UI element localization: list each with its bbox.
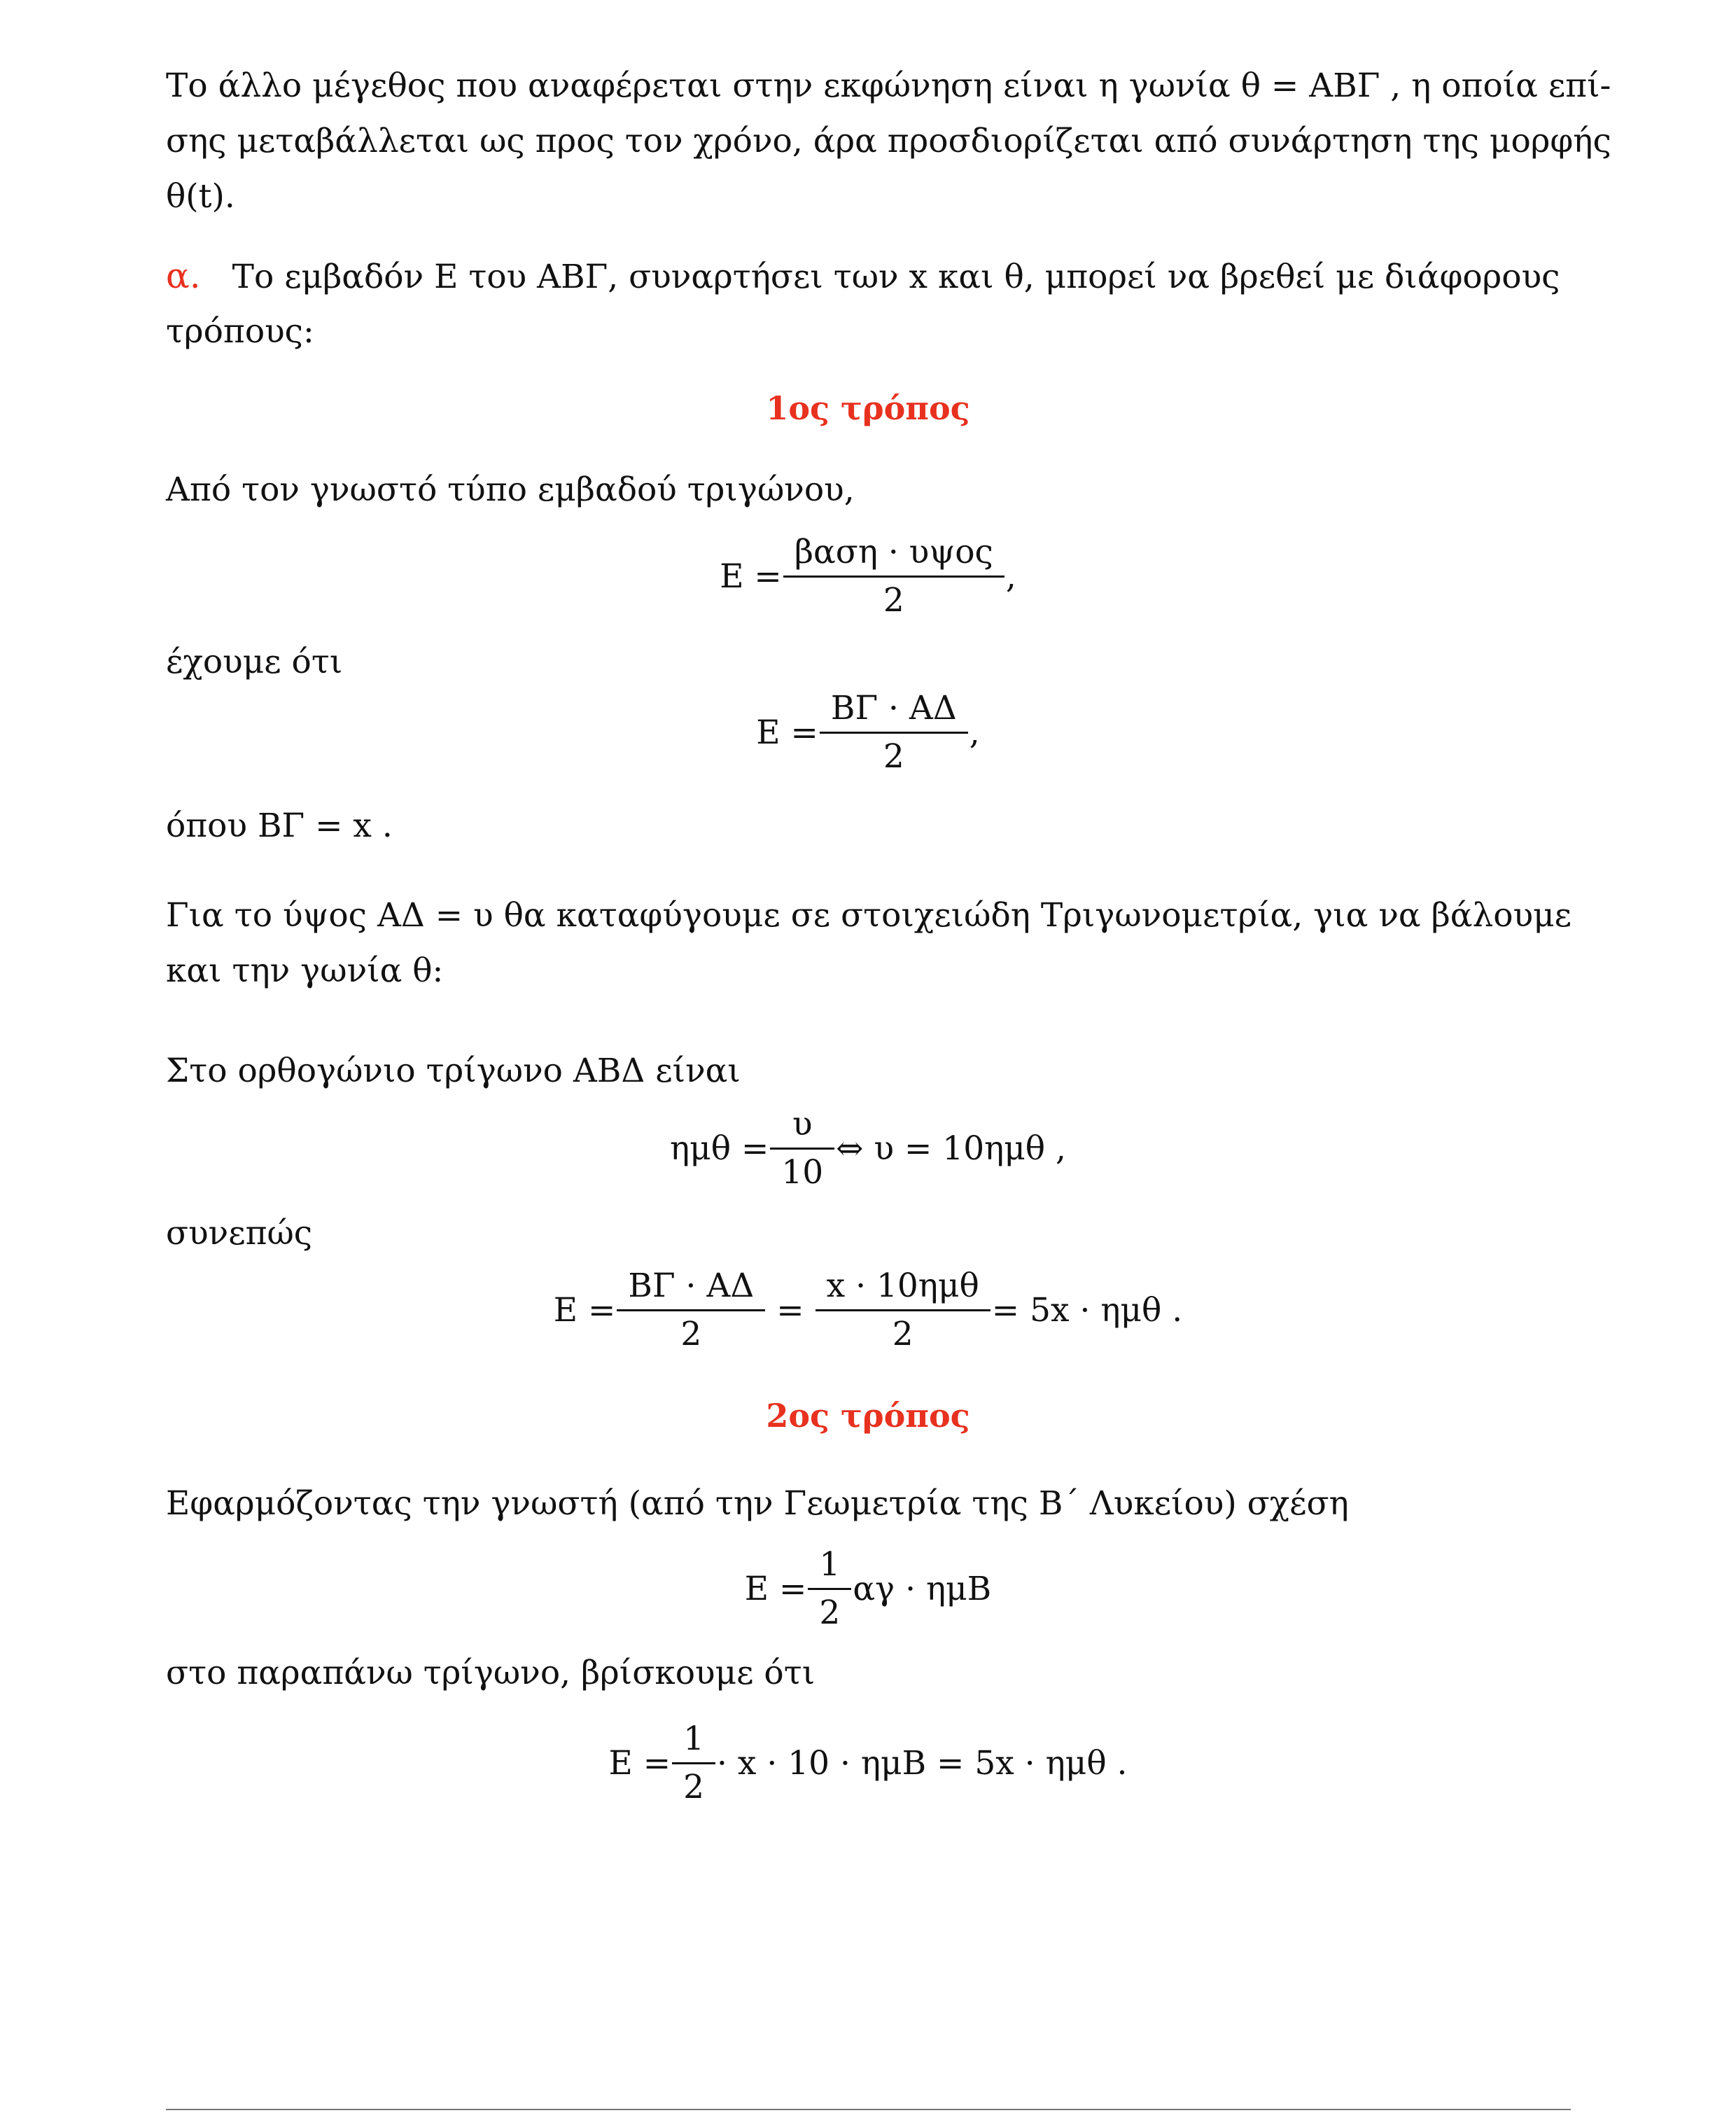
- paragraph-line: Εφαρμόζοντας την γνωστή (από την Γεωμετρία της Β΄ Λυκείου) σχέση: [166, 1484, 1349, 1523]
- part-alpha-paragraph: [166, 249, 1573, 305]
- denominator: 2: [808, 1588, 851, 1633]
- fraction: [813, 1544, 846, 1633]
- denominator: 2: [816, 1309, 990, 1355]
- paragraph-line: όπου ΒΓ = x .: [166, 807, 393, 845]
- fraction: [622, 1266, 760, 1355]
- fraction: [776, 1104, 829, 1193]
- equation-sine-area: [0, 1544, 1736, 1633]
- equation-lhs: Ε =: [720, 557, 782, 596]
- numerator: 1: [819, 1545, 841, 1584]
- equation-sine: [0, 1104, 1736, 1193]
- paragraph-line: Το άλλο μέγεθος που αναφέρεται στην εκφώνηση είναι η γωνία θ = ΑΒΓ , η οποία επί-: [166, 67, 1611, 105]
- denominator: 2: [820, 732, 968, 777]
- paragraph-line: συνεπώς: [166, 1214, 313, 1253]
- paragraph-line: θ(t).: [166, 177, 235, 216]
- paragraph-line: τρόπους:: [166, 312, 314, 351]
- footer-rule: [166, 2109, 1571, 2110]
- paragraph-line: Από τον γνωστό τύπο εμβαδού τριγώνου,: [166, 470, 855, 509]
- equation-tail: ,: [969, 713, 980, 752]
- equation-tail: = 5x · ημθ .: [991, 1291, 1183, 1330]
- denominator: 2: [672, 1762, 715, 1808]
- equation-lhs: Ε =: [553, 1291, 616, 1330]
- equation-lhs: Ε =: [756, 713, 818, 752]
- equation-tail: · x · 10 · ημΒ = 5x · ημθ .: [717, 1744, 1128, 1783]
- part-label: α.: [166, 256, 201, 296]
- denominator: 2: [783, 576, 1004, 621]
- fraction: [825, 688, 962, 777]
- denominator: 2: [617, 1309, 765, 1355]
- numerator: 1: [683, 1720, 705, 1758]
- equation-final: [0, 1719, 1736, 1808]
- paragraph-line: έχουμε ότι: [166, 643, 343, 681]
- section-heading: 2ος τρόπος: [766, 1397, 970, 1435]
- section-heading: 1ος τρόπος: [766, 389, 970, 427]
- paragraph-text: Το εμβαδόν Ε του ΑΒΓ, συναρτήσει των x και θ, μπορεί να βρεθεί με διάφορους: [232, 258, 1560, 296]
- numerator: ΒΓ · ΑΔ: [628, 1267, 755, 1305]
- fraction: [821, 1266, 985, 1355]
- equals-sign: =: [776, 1291, 804, 1330]
- numerator: υ: [792, 1105, 813, 1143]
- equation-tail: ⇔ υ = 10ημθ ,: [836, 1129, 1066, 1168]
- denominator: 10: [770, 1148, 834, 1193]
- paragraph-line: Για το ύψος ΑΔ = υ θα καταφύγουμε σε στοιχειώδη Τριγωνομετρία, για να βάλουμε: [166, 896, 1572, 935]
- equation-tail: αγ · ημΒ: [853, 1570, 992, 1608]
- numerator: βαση · υψος: [794, 533, 993, 571]
- paragraph-line: Στο ορθογώνιο τρίγωνο ΑΒΔ είναι: [166, 1052, 741, 1090]
- equation-area-result: [0, 1266, 1736, 1355]
- equation-lhs: Ε =: [608, 1744, 671, 1783]
- equation-tail: ,: [1005, 557, 1016, 596]
- equation-area-bg-ad: [0, 688, 1736, 777]
- numerator: x · 10ημθ: [826, 1267, 979, 1305]
- fraction: [789, 532, 999, 621]
- paragraph-line: και την γωνία θ:: [166, 951, 444, 990]
- equation-lhs: ημθ =: [670, 1129, 769, 1168]
- numerator: ΒΓ · ΑΔ: [830, 689, 957, 727]
- paragraph-line: στο παραπάνω τρίγωνο, βρίσκουμε ότι: [166, 1654, 816, 1692]
- equation-area-formula: [0, 532, 1736, 621]
- fraction: [678, 1719, 710, 1808]
- equation-lhs: Ε =: [744, 1570, 807, 1608]
- paragraph-line: σης μεταβάλλεται ως προς τον χρόνο, άρα προσδιορίζεται από συνάρτηση της μορφής: [166, 122, 1611, 160]
